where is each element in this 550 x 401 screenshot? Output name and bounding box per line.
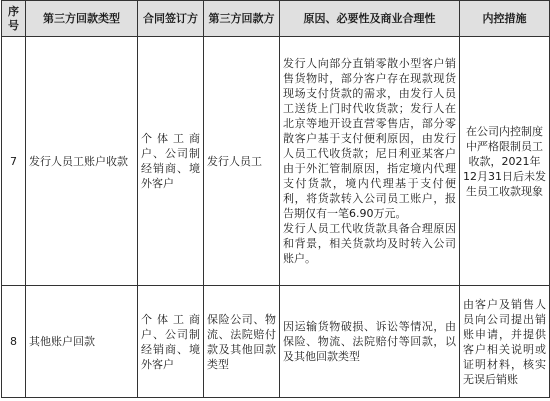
reason-paragraph: 发行人向部分直销零散小型客户销售货物时，部分客户存在现款现货现场支付货款的需求，由发行人员工送货上门时代收货款；发行人在北京等地开设直营零售店，部分零散客户基于支付便利原因，由发行人员工代收货款；尼日利亚某客户由于外汇管制原因，指定境内代理支付货款，境内代理基于支付便利，将货款转入公司员工账户，报告期仅有一笔6.90万元。	[283, 57, 456, 220]
row-internal-controls: 在公司内控制度中严格限制员工收款，2021年12月31日后未发生员工收款现象	[460, 37, 550, 286]
row-internal-controls: 由客户及销售人员向公司提出销账申请，并提供客户相关说明或证明材料，核实无误后销账	[460, 286, 550, 398]
third-party-payment-table	[1, 0, 550, 398]
row-third-party-payer: 发行人员工	[204, 37, 280, 286]
header-internal-controls: 内控措施	[460, 1, 550, 37]
row-reasons	[280, 286, 460, 398]
row-payment-type: 其他账户回款	[26, 286, 138, 398]
row-serial: 7	[2, 37, 26, 286]
header-reasons: 原因、必要性及商业合理性	[280, 1, 460, 37]
table-row	[2, 37, 550, 286]
row-serial: 8	[2, 286, 26, 398]
row-contract-signer: 个体工商户、公司制经销商、境外客户	[138, 37, 204, 286]
reason-paragraph: 发行人员工代收货款具备合理原因和背景，相关货款均及时转入公司账户。	[283, 222, 456, 265]
header-serial: 序号	[2, 1, 26, 37]
header-payment-type: 第三方回款类型	[26, 1, 138, 37]
header-third-party-payer: 第三方回款方	[204, 1, 280, 37]
row-third-party-payer: 保险公司、物流、法院赔付款及其他回款类型	[204, 286, 280, 398]
reason-paragraph: 因运输货物破损、诉讼等情况，由保险、物流、法院赔付等回款，以及其他回款类型	[283, 320, 456, 363]
row-payment-type: 发行人员工账户收款	[26, 37, 138, 286]
table-row	[2, 286, 550, 398]
row-contract-signer: 个体工商户、公司制经销商、境外客户	[138, 286, 204, 398]
table-header-row	[2, 1, 550, 37]
header-contract-signer: 合同签订方	[138, 1, 204, 37]
row-reasons	[280, 37, 460, 286]
